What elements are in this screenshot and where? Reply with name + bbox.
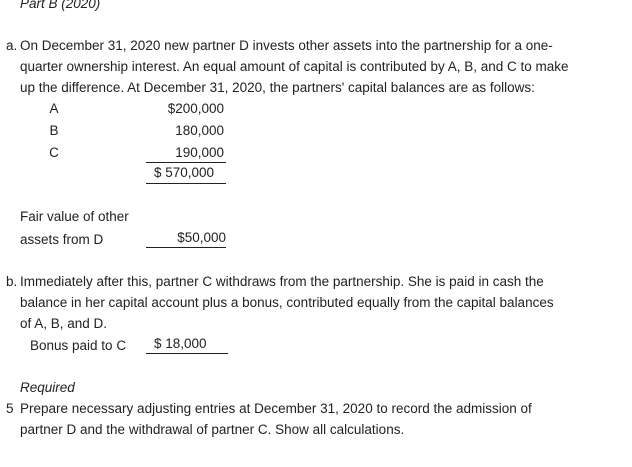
- partner-balance-b: 180,000: [175, 123, 224, 138]
- partner-name-b: B: [49, 123, 59, 138]
- bonus-amount: $ 18,000: [146, 336, 228, 354]
- required-heading: Required: [20, 380, 75, 395]
- part-title: Part B (2020): [20, 0, 101, 11]
- section-b-line-1: Immediately after this, partner C withdraws from the partnership. She is paid in cash the: [20, 274, 544, 289]
- section-b-line-3: of A, B, and D.: [20, 316, 108, 331]
- section-a-line-3: up the difference. At December 31, 2020, the partners' capital balances are as follows:: [20, 80, 535, 95]
- partner-balance-c: 190,000: [175, 145, 224, 160]
- capital-total: $ 570,000: [154, 165, 215, 180]
- section-a-marker: a.: [6, 38, 18, 53]
- required-number: 5: [6, 401, 14, 416]
- partner-balance-a: $200,000: [167, 101, 224, 116]
- bonus-label: Bonus paid to C: [30, 338, 127, 353]
- partner-name-a: A: [49, 101, 59, 116]
- fair-value-label-1: Fair value of other: [20, 209, 129, 224]
- required-line-2: partner D and the withdrawal of partner C. Show all calculations.: [20, 422, 405, 437]
- fair-value-label-2: assets from D: [20, 232, 104, 247]
- section-a-line-1: On December 31, 2020 new partner D invests other assets into the partnership for a one-: [20, 38, 553, 53]
- required-line-1: Prepare necessary adjusting entries at December 31, 2020 to record the admission of: [20, 401, 532, 416]
- section-a-line-2: quarter ownership interest. An equal amount of capital is contributed by A, B, and C to make: [20, 59, 569, 74]
- partner-name-c: C: [49, 145, 59, 160]
- fair-value-amount: $50,000: [146, 230, 226, 248]
- section-b-marker: b.: [6, 274, 18, 289]
- section-b-line-2: balance in her capital account plus a bonus, contributed equally from the capital balances: [20, 295, 554, 310]
- capital-total-box: [146, 162, 226, 184]
